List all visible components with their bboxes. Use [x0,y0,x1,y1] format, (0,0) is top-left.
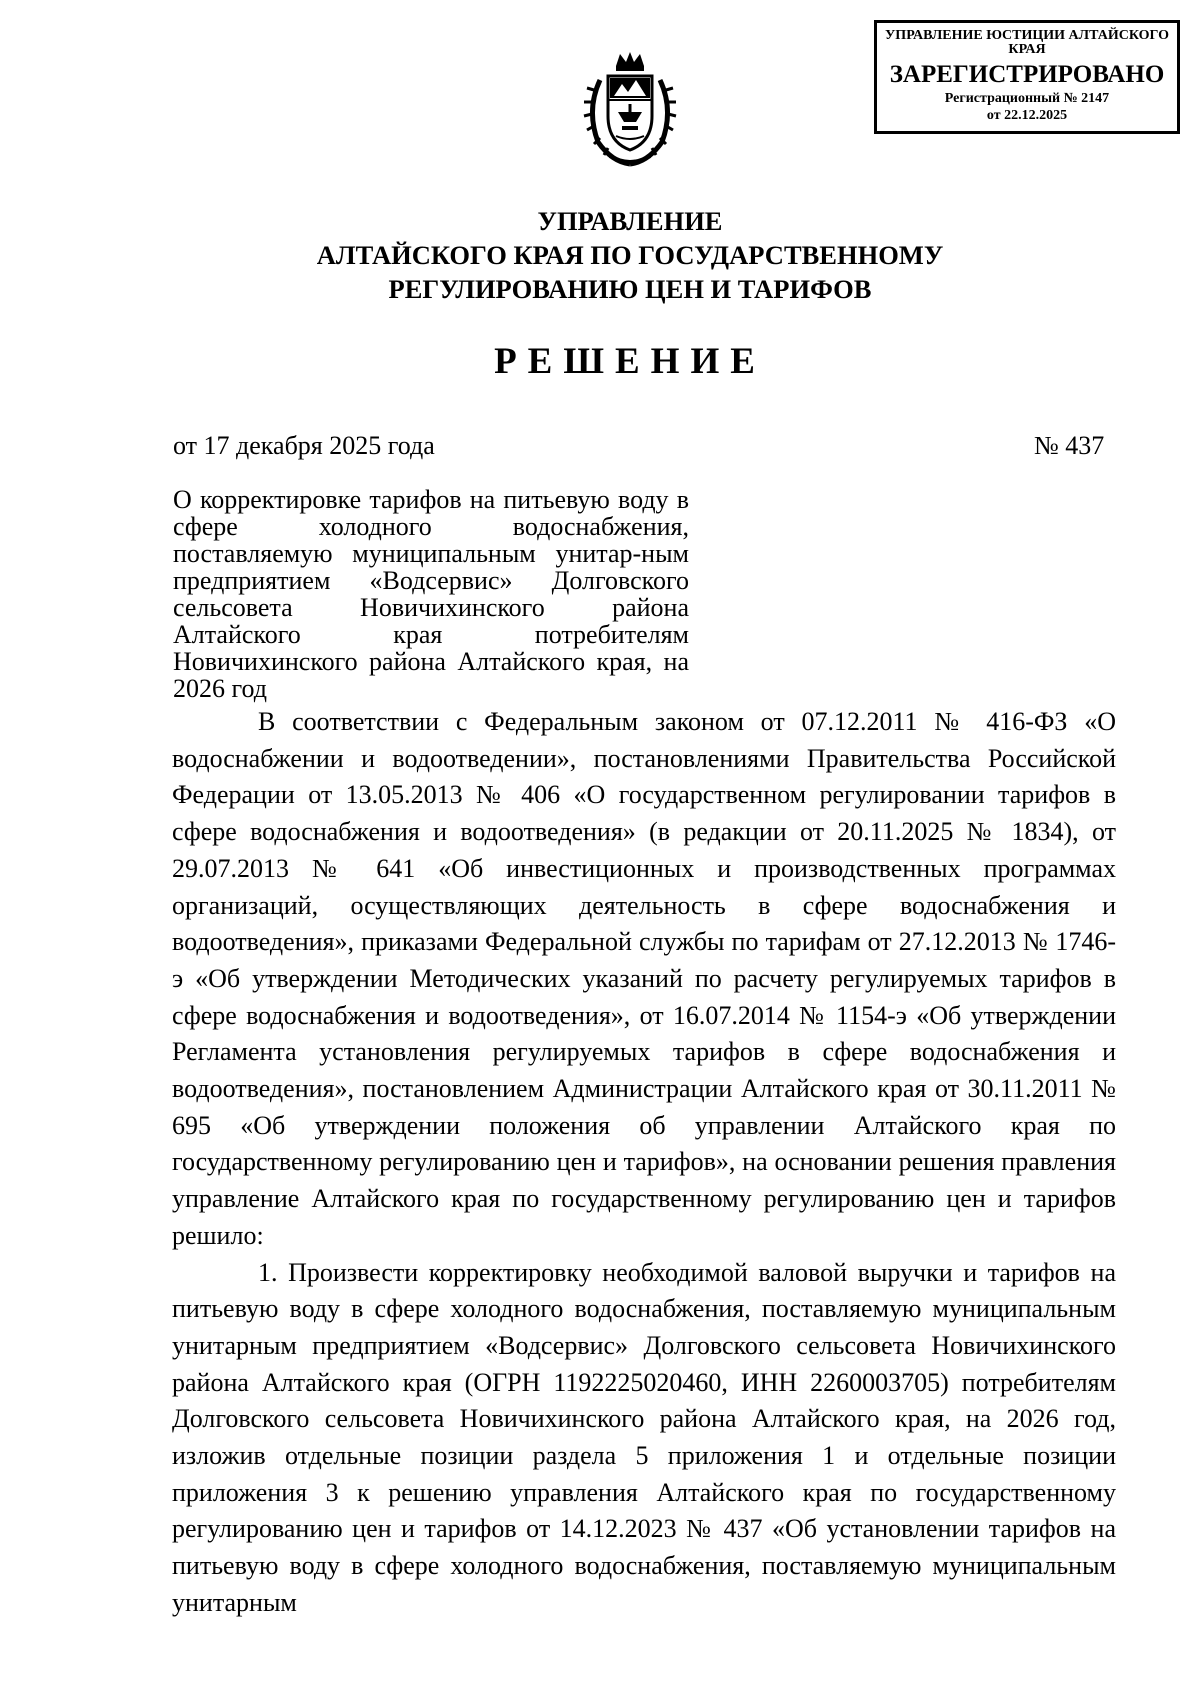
authority-line-1: УПРАВЛЕНИЕ [537,206,723,236]
stamp-registration-number: Регистрационный № 2147 [944,91,1110,106]
coat-of-arms-emblem-icon [580,50,680,168]
body-paragraph-preamble: В соответствии с Федеральным законом от 07.12.2011 № 416-ФЗ «О водоснабжении и водоотведении», постановлениями Правительства Российской Федерации от 13.05.2013 № 406 «О государственном регулировании тарифов в сфере водоснабжения и водоотведения» (в редакции от 20.11.2025 № 1834), от 29.07.2013 № 641 «Об инвестиционных и производственных программах организаций, осуществляющих деятельность в сфере водоснабжения и водоотведения», приказами Федеральной службы по тарифам от 27.12.2013 № 1746-э «Об утверждении Методических указаний по расчету регулируемых тарифов в сфере водоснабжения и водоотведения», от 16.07.2014 № 1154-э «Об утверждении Регламента установления регулируемых тарифов в сфере водоснабжения и водоотведения», постановлением Администрации Алтайского края от 30.11.2011 № 695 «Об утверждении положения об управлении Алтайского края по государственному регулированию цен и тарифов», на основании решения правления управление Алтайского края по государственному регулированию цен и тарифов решило: [172,707,1116,1250]
document-number: № 437 [1034,431,1105,460]
authority-line-3: РЕГУЛИРОВАНИЮ ЦЕН И ТАРИФОВ [388,274,872,304]
authority-line-2: АЛТАЙСКОГО КРАЯ ПО ГОСУДАРСТВЕННОМУ [316,240,944,270]
document-type-title: РЕШЕНИЕ [494,341,766,382]
body-paragraph-item-1: 1. Произвести корректировку необходимой валовой выручки и тарифов на питьевую воду в сфере холодного водоснабжения, поставляемую муниципальным унитарным предприятием «Водсервис» Долговского сельсовета Новичихинского района Алтайского края (ОГРН 1192225020460, ИНН 2260003705) потребителям Долговского сельсовета Новичихинского района Алтайского края, на 2026 год, изложив отдельные позиции раздела 5 приложения 1 и отдельные позиции приложения 3 к решению управления Алтайского края по государственному регулированию цен и тарифов от 14.12.2023 № 437 «Об установлении тарифов на питьевую воду в сфере холодного водоснабжения, поставляемую муниципальным унитарным [172,1257,1116,1617]
document-subject: О корректировке тарифов на питьевую воду в сфере холодного водоснабжения, поставляемую муниципальным унитар-ным предприятием «Водсервис» Долговского сельсовета Новичихинского района Алтайского края потребителям Новичихинского района Алтайского края, на 2026 год [173,485,689,703]
authority-header [200,204,1060,306]
registration-stamp [874,20,1180,134]
stamp-registration-date: от 22.12.2025 [986,108,1068,123]
stamp-department: УПРАВЛЕНИЕ ЮСТИЦИИ АЛТАЙСКОГО КРАЯ [885,28,1169,57]
document-body [172,704,1116,1622]
stamp-status: ЗАРЕГИСТРИРОВАНО [889,61,1165,88]
document-date: от 17 декабря 2025 года [173,431,435,460]
